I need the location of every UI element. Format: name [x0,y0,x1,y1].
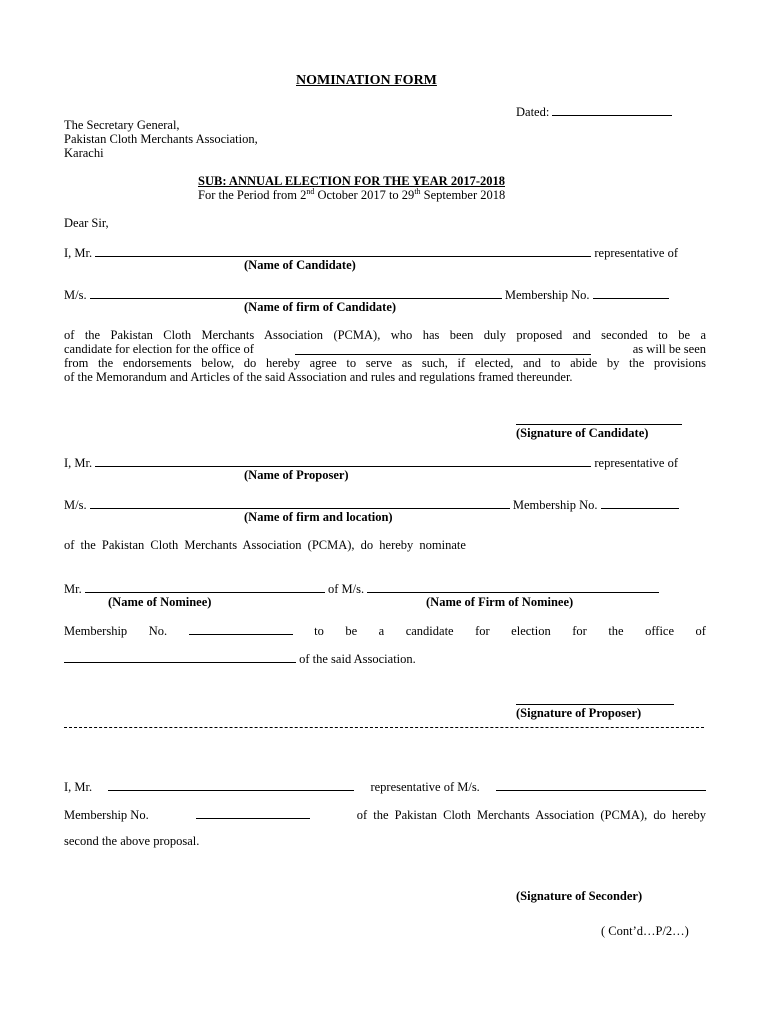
candidate-para-line-2 [64,342,706,357]
proposer-signature-caption: (Signature of Proposer) [516,706,642,720]
period-suffix: September 2018 [420,188,506,202]
proposer-representative-of: representative of [594,456,679,470]
candidate-i-mr: I, Mr. [64,246,93,260]
period-sup-2: th [414,186,421,196]
nominee-name-caption: (Name of Nominee) [108,595,212,609]
nominee-firm-caption: (Name of Firm of Nominee) [426,595,574,609]
addressee-line-1: The Secretary General, [64,118,180,132]
addressee-line-2: Pakistan Cloth Merchants Association, [64,132,258,146]
nominee-mr: Mr. [64,582,82,596]
candidate-para-line-2b: as will be seen [632,342,706,356]
period-middle: October 2017 to 29 [314,188,415,202]
candidate-name-caption: (Name of Candidate) [244,258,356,272]
word: be [345,624,358,638]
seconder-signature-caption: (Signature of Seconder) [516,889,643,903]
seconder-membership-label: Membership No. [64,808,149,822]
candidate-name-input-line[interactable] [95,244,591,257]
seconder-membership-row [64,806,706,823]
period-line [198,188,505,203]
proposer-membership-input-line[interactable] [601,496,679,509]
word: for [475,624,490,638]
form-title: NOMINATION FORM [296,73,437,88]
candidate-para-line-2a: candidate for election for the office of [64,342,254,356]
word: the [608,624,624,638]
dated-field [516,103,672,120]
seconder-name-row [64,778,706,795]
word: to [314,624,324,638]
proposer-name-caption: (Name of Proposer) [244,468,349,482]
period-prefix: For the Period from 2 [198,188,307,202]
word: a [378,624,385,638]
word: election [511,624,551,638]
candidate-signature-line[interactable] [516,424,682,425]
nominee-name-input-line[interactable] [85,580,325,593]
seconder-second-line: second the above proposal. [64,834,200,848]
candidate-firm-caption: (Name of firm of Candidate) [244,300,397,314]
proposer-name-input-line[interactable] [95,454,591,467]
word: candidate [405,624,454,638]
membership-word: Membership [64,624,128,638]
section-divider [64,727,704,728]
nominee-firm-input-line[interactable] [367,580,659,593]
candidate-ms: M/s. [64,288,87,302]
addressee-line-3: Karachi [64,146,104,160]
seconder-representative-of-ms: representative of M/s. [370,780,480,794]
proposer-membership-label: Membership No. [512,498,598,512]
dated-label: Dated: [516,105,550,119]
nominee-office-input-line[interactable] [64,650,296,663]
seconder-name-input-line[interactable] [108,778,354,791]
period-sup-1: nd [306,186,315,196]
candidate-firm-input-line[interactable] [90,286,502,299]
continued-note: ( Cont’d…P/2…) [601,924,689,938]
word: of [695,624,706,638]
seconder-i-mr: I, Mr. [64,780,93,794]
candidate-membership-input-line[interactable] [593,286,669,299]
candidate-para-line-4: of the Memorandum and Articles of the said Association and rules and regulations framed thereunder. [64,370,573,384]
proposer-nominate-line: of the Pakistan Cloth Merchants Association (PCMA), do hereby nominate [64,538,466,552]
proposer-firm-caption: (Name of firm and location) [244,510,393,524]
word: for [572,624,587,638]
candidate-representative-of: representative of [594,246,679,260]
proposer-i-mr: I, Mr. [64,456,93,470]
proposer-firm-input-line[interactable] [90,496,510,509]
word: office [645,624,675,638]
subject-line: SUB: ANNUAL ELECTION FOR THE YEAR 2017-2018 [198,174,505,188]
dated-input-line[interactable] [552,103,672,116]
salutation: Dear Sir, [64,216,109,230]
nominee-membership-input-line[interactable] [189,622,293,635]
said-association-row [64,650,416,667]
candidate-membership-label: Membership No. [504,288,590,302]
seconder-firm-input-line[interactable] [496,778,706,791]
said-association-text: of the said Association. [299,652,416,666]
no-word: No. [148,624,168,638]
office-input-line[interactable] [295,342,591,355]
candidate-signature-caption: (Signature of Candidate) [516,426,649,440]
proposer-signature-line[interactable] [516,704,674,705]
candidate-para-line-1: of the Pakistan Cloth Merchants Association (PCMA), who has been duly proposed and seconded to be a [64,328,706,342]
candidate-para-line-3: from the endorsements below, do hereby agree to serve as such, if elected, and to abide by the provisions [64,356,706,370]
proposer-name-row [64,454,678,471]
proposer-ms: M/s. [64,498,87,512]
nominee-membership-row [64,622,706,639]
seconder-pcma-text: of the Pakistan Cloth Merchants Association (PCMA), do hereby [356,808,706,822]
seconder-membership-input-line[interactable] [196,806,310,819]
nominee-of-ms: of M/s. [327,582,365,596]
candidate-name-row [64,244,678,261]
